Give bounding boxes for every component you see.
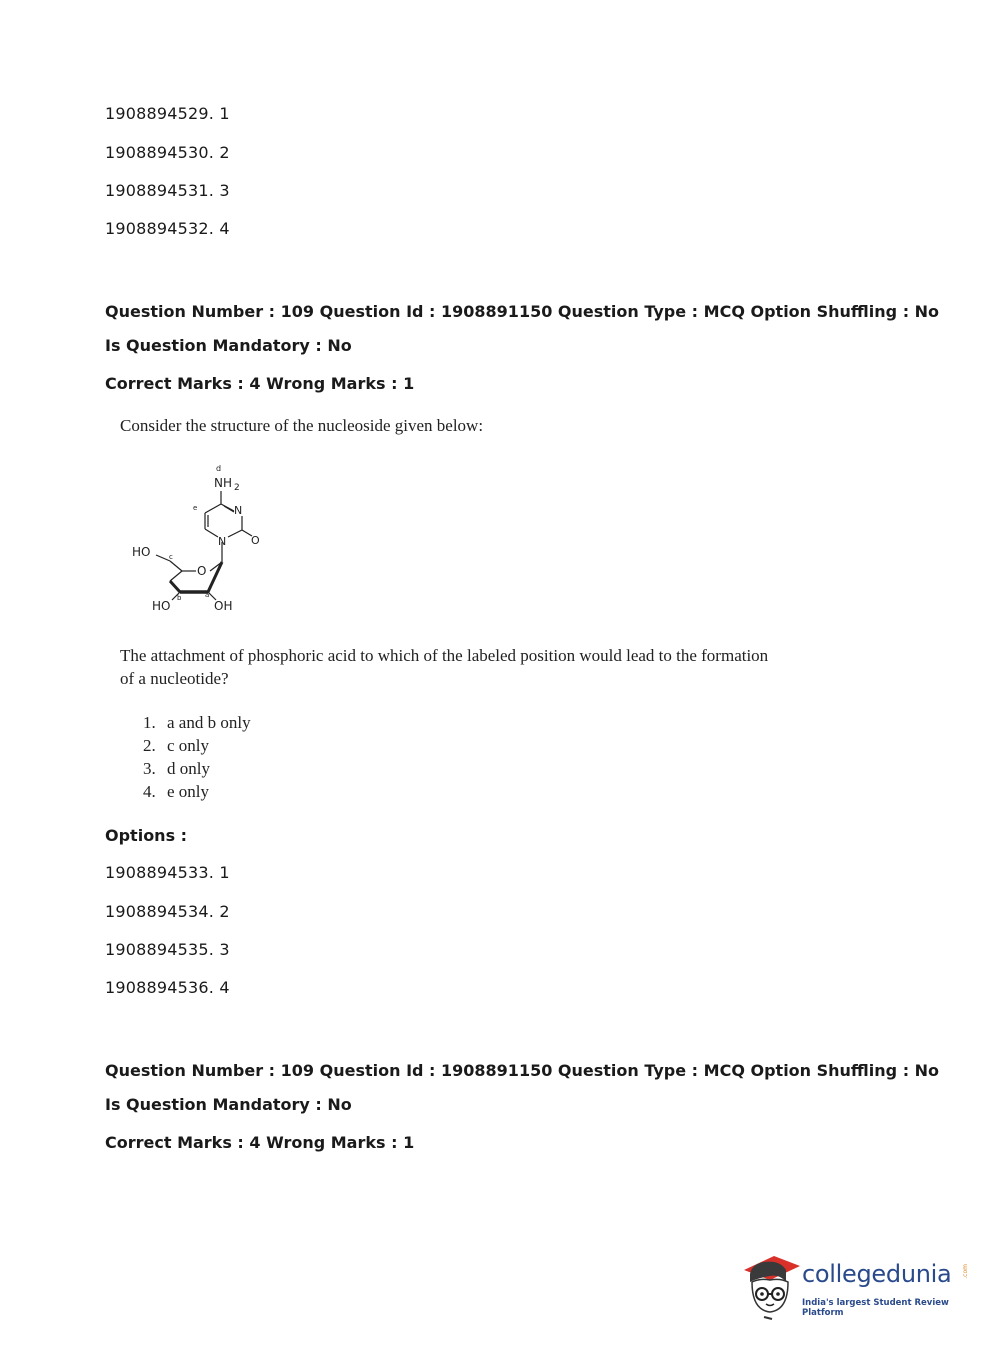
question-prompt-line-2: of a nucleotide? xyxy=(120,669,229,688)
choice-item xyxy=(143,782,209,802)
label-e: e xyxy=(193,504,198,512)
label-d: d xyxy=(216,464,222,473)
choice-item xyxy=(143,713,251,733)
option-line: 1908894535. 3 xyxy=(105,940,230,959)
option-line: 1908894536. 4 xyxy=(105,978,230,997)
question-stem: Consider the structure of the nucleoside given below: xyxy=(120,416,484,435)
choice-text: a and b only xyxy=(167,713,251,732)
question-marks: Correct Marks : 4 Wrong Marks : 1 xyxy=(105,374,415,393)
nucleoside-structure-diagram xyxy=(118,458,268,618)
label-b: b xyxy=(177,594,182,602)
logo-domain-suffix: .com xyxy=(962,1264,969,1279)
option-line: 1908894530. 2 xyxy=(105,143,230,162)
question-prompt-line-1: The attachment of phosphoric acid to which of the labeled position would lead to the formation xyxy=(120,646,769,665)
label-o-carbonyl: O xyxy=(251,534,260,547)
label-c: c xyxy=(169,553,173,561)
question-mandatory: Is Question Mandatory : No xyxy=(105,1095,352,1114)
options-label: Options : xyxy=(105,826,188,845)
label-nh2: NH xyxy=(214,476,232,490)
question-header: Question Number : 109 Question Id : 1908891150 Question Type : MCQ Option Shuffling : No xyxy=(105,1061,940,1080)
choice-item xyxy=(143,759,210,779)
option-line: 1908894534. 2 xyxy=(105,902,230,921)
label-oh: OH xyxy=(214,599,233,613)
label-nh2-subscript: 2 xyxy=(234,483,240,493)
option-line: 1908894533. 1 xyxy=(105,863,230,882)
option-line: 1908894532. 4 xyxy=(105,219,230,238)
question-mandatory: Is Question Mandatory : No xyxy=(105,336,352,355)
label-ho-bottom: HO xyxy=(152,599,171,613)
option-line: 1908894531. 3 xyxy=(105,181,230,200)
choice-item xyxy=(143,736,209,756)
choice-text: e only xyxy=(167,782,210,801)
collegedunia-logo[interactable] xyxy=(740,1248,980,1320)
label-n-top: N xyxy=(234,504,243,517)
question-marks: Correct Marks : 4 Wrong Marks : 1 xyxy=(105,1133,415,1152)
label-o-ring: O xyxy=(197,564,207,578)
choice-number: 3. xyxy=(143,759,156,778)
choice-number: 1. xyxy=(143,713,156,732)
choice-number: 4. xyxy=(143,782,156,801)
label-n-bottom: N xyxy=(218,535,227,548)
label-ho-top: HO xyxy=(132,545,151,559)
label-a: a xyxy=(205,591,210,599)
choice-text: d only xyxy=(167,759,210,778)
logo-tagline: India's largest Student Review Platform xyxy=(802,1298,949,1318)
mascot-icon xyxy=(740,1248,802,1320)
logo-brand-text: collegedunia xyxy=(802,1260,952,1288)
choice-text: c only xyxy=(167,736,210,755)
question-header: Question Number : 109 Question Id : 1908891150 Question Type : MCQ Option Shuffling : No xyxy=(105,302,940,321)
option-line: 1908894529. 1 xyxy=(105,104,230,123)
choice-number: 2. xyxy=(143,736,156,755)
